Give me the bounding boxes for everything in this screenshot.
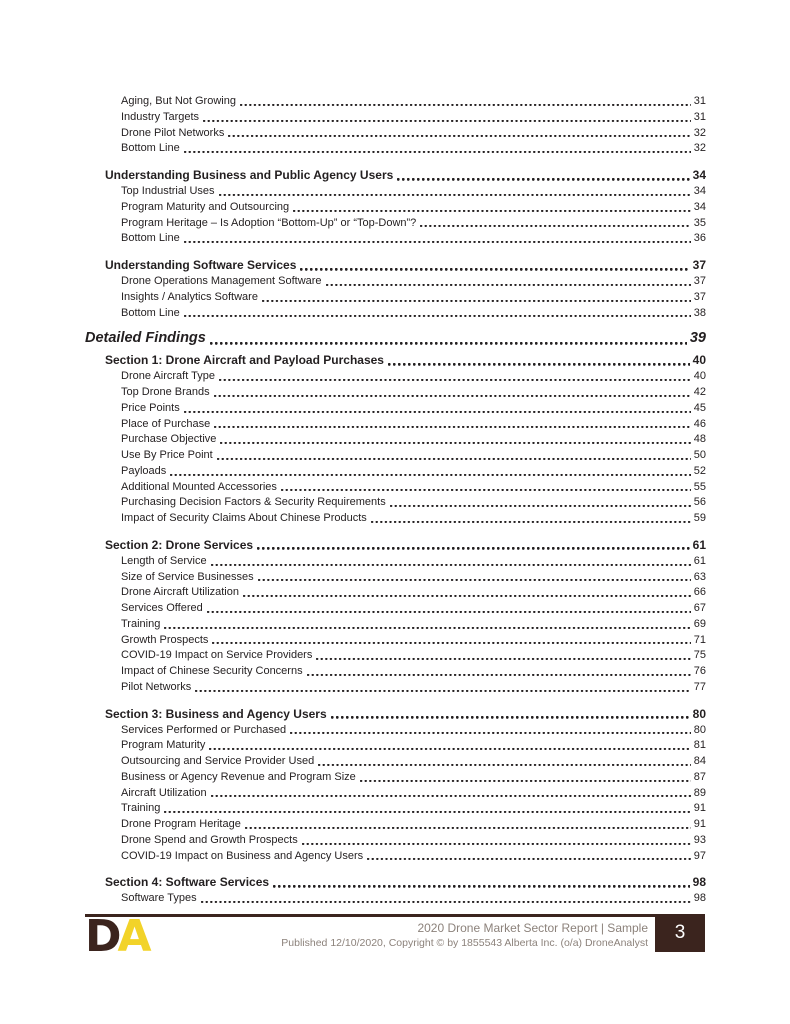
dot-leader [307,664,691,680]
toc-entry-page: 48 [693,433,706,446]
toc-entry-label: Section 4: Software Services [105,875,270,890]
toc-entry-label: Software Types [121,892,197,905]
toc-item-row [121,833,706,849]
toc-section-row [105,257,706,274]
dot-leader [210,328,687,349]
toc-item-row [121,786,706,802]
toc-entry-label: Insights / Analytics Software [121,290,258,303]
toc-entry-label: Program Maturity and Outsourcing [121,200,290,213]
toc-entry-page: 52 [693,464,706,477]
toc-entry-label: Aging, But Not Growing [121,95,236,107]
toc-entry-label: Bottom Line [121,232,180,245]
logo-letter-d: D [85,911,118,962]
toc-entry-page: 31 [693,95,706,107]
footer-rule [85,914,705,917]
toc-entry-label: Drone Pilot Networks [121,126,225,139]
toc-item-row [121,633,706,649]
toc-entry-label: Industry Targets [121,110,200,123]
toc-entry-page: 89 [693,786,706,799]
dot-leader [211,786,691,802]
toc-item-row [121,274,706,290]
toc-entry-label: Size of Service Businesses [121,570,254,583]
dot-leader [214,417,690,433]
dot-leader [240,94,691,110]
toc-entry-page: 61 [693,554,706,567]
toc-entry-label: Drone Spend and Growth Prospects [121,833,298,846]
toc-entry-page: 34 [693,185,706,197]
toc-entry-label: Bottom Line [121,306,180,319]
dot-leader [390,495,691,511]
toc-item-row [121,617,706,633]
toc-entry-label: Use By Price Point [121,449,213,461]
toc-entry-page: 34 [693,200,706,213]
toc-item-row [121,417,706,433]
toc-entry-label: Program Heritage – Is Adoption “Bottom-Up” or “Top-Down”? [121,216,417,229]
toc-entry-page: 40 [692,353,706,368]
dot-leader [293,200,691,216]
toc-entry-page: 71 [693,633,706,646]
toc-item-row [121,290,706,306]
toc-entry-page: 84 [693,755,706,767]
toc-entry-label: Purchase Objective [121,433,217,446]
toc-entry-label: Payloads [121,464,167,477]
toc-entry-label: Length of Service [121,554,207,567]
toc-item-row [121,231,706,247]
toc-entry-label: Additional Mounted Accessories [121,480,277,493]
toc-entry-label: Section 2: Drone Services [105,537,254,552]
dot-leader [318,754,691,770]
toc-entry-page: 36 [693,232,706,245]
toc-item-row [121,141,706,157]
toc-entry-page: 69 [693,617,706,630]
toc-entry-label: Outsourcing and Service Provider Used [121,755,315,767]
toc-entry-page: 67 [693,602,706,614]
toc-entry-page: 80 [692,706,706,721]
dot-leader [164,801,690,817]
toc-entry-page: 91 [693,802,706,815]
toc-item-row [121,849,706,865]
toc-entry-label: Drone Aircraft Type [121,370,215,383]
toc-item-row [121,648,706,664]
toc-entry-label: COVID-19 Impact on Business and Agency Users [121,849,364,862]
toc-entry-label: Top Drone Brands [121,386,210,398]
toc-entry-page: 66 [693,586,706,599]
toc-entry-page: 87 [693,770,706,783]
dot-leader [201,891,691,907]
toc-item-row [121,770,706,786]
toc-item-row [121,680,706,696]
toc-entry-page: 80 [693,723,706,736]
dot-leader [397,167,689,184]
dot-leader [326,274,691,290]
dot-leader [258,570,691,586]
toc-entry-label: Services Performed or Purchased [121,723,287,736]
dot-leader [257,537,690,554]
dot-leader [420,216,690,232]
page-number: 3 [674,922,686,943]
toc-item-row [121,401,706,417]
report-title: 2020 Drone Market Sector Report | Sample [417,921,648,935]
dot-leader [371,511,691,527]
toc-item-row [121,723,706,739]
toc-item-row [121,495,706,511]
toc-item-row [121,570,706,586]
dot-leader [219,369,691,385]
toc-entry-page: 37 [693,275,706,287]
toc-entry-page: 38 [693,306,706,319]
toc-item-row [121,432,706,448]
toc-item-row [121,601,706,617]
dot-leader [184,401,691,417]
toc-entry-label: Detailed Findings [85,330,206,347]
dot-leader [281,480,691,496]
toc-entry-page: 40 [693,370,706,383]
dot-leader [184,141,691,157]
toc-section-row [105,537,706,554]
toc-entry-page: 93 [693,833,706,846]
toc-part-row [85,328,706,349]
toc-item-row [121,817,706,833]
toc-entry-page: 98 [693,892,706,905]
dot-leader [273,874,690,891]
dot-leader [184,231,691,247]
toc-entry-label: Price Points [121,401,180,414]
page-number-badge [655,914,705,952]
toc-entry-label: COVID-19 Impact on Service Providers [121,649,313,662]
toc-entry-page: 97 [693,849,706,862]
dot-leader [245,817,691,833]
dot-leader [302,833,691,849]
toc-item-row [121,891,706,907]
toc-entry-page: 98 [692,875,706,890]
toc-entry-page: 76 [693,665,706,677]
dot-leader [262,290,691,306]
toc-entry-page: 56 [693,496,706,509]
toc-entry-label: Drone Operations Management Software [121,275,322,287]
toc-item-row [121,110,706,126]
toc-entry-label: Top Industrial Uses [121,185,215,197]
toc-entry-label: Purchasing Decision Factors & Security Requirements [121,496,386,509]
toc-section-row [105,167,706,184]
toc-entry-page: 77 [693,680,706,693]
toc-entry-label: Place of Purchase [121,417,211,430]
dot-leader [388,352,690,369]
footer-text [281,920,648,950]
toc-entry-page: 42 [693,386,706,398]
toc-entry-page: 61 [692,537,706,552]
droneanalyst-logo [85,911,148,962]
dot-leader [220,432,690,448]
toc-entry-page: 91 [693,818,706,830]
toc-entry-page: 35 [693,216,706,229]
toc-entry-page: 63 [693,570,706,583]
dot-leader [184,306,691,322]
dot-leader [228,126,690,142]
dot-leader [243,585,691,601]
toc-entry-page: 39 [689,330,706,347]
dot-leader [212,633,690,649]
toc-item-row [121,126,706,142]
toc-entry-page: 34 [692,168,706,182]
toc-section-row [105,352,706,369]
toc-entry-page: 59 [693,512,706,524]
toc-entry-label: Drone Aircraft Utilization [121,586,239,599]
toc-entry-label: Drone Program Heritage [121,818,241,830]
toc-entry-page: 50 [693,449,706,461]
dot-leader [195,680,690,696]
toc-entry-page: 37 [692,258,706,272]
toc-section-row [105,706,706,723]
dot-leader [214,385,691,401]
toc-item-row [121,385,706,401]
toc-entry-page: 37 [693,290,706,303]
dot-leader [367,849,691,865]
toc-entry-label: Bottom Line [121,142,180,155]
toc-entry-label: Impact of Security Claims About Chinese Products [121,512,367,524]
toc-entry-page: 31 [693,110,706,123]
dot-leader [219,184,691,200]
toc-entry-label: Section 1: Drone Aircraft and Payload Purchases [105,353,384,368]
toc-entry-label: Section 3: Business and Agency Users [105,706,327,721]
toc-entry-label: Understanding Business and Public Agency Users [105,168,394,182]
toc-item-row [121,738,706,754]
toc-item-row [121,94,706,110]
toc-entry-label: Impact of Chinese Security Concerns [121,665,303,677]
toc-entry-label: Understanding Software Services [105,258,297,272]
dot-leader [331,706,690,723]
toc-entry-page: 45 [693,401,706,414]
dot-leader [316,648,690,664]
toc-entry-label: Pilot Networks [121,680,192,693]
dot-leader [300,257,689,274]
toc-entry-page: 81 [693,739,706,752]
dot-leader [290,723,691,739]
toc-entry-page: 32 [693,126,706,139]
dot-leader [211,554,691,570]
toc-item-row [121,585,706,601]
toc-item-row [121,216,706,232]
toc-item-row [121,511,706,527]
publish-copyright-line: Published 12/10/2020, Copyright © by 1855543 Alberta Inc. (o/a) DroneAnalyst [281,937,648,949]
toc-entry-page: 32 [693,142,706,155]
toc-item-row [121,754,706,770]
dot-leader [203,110,691,126]
toc-item-row [121,480,706,496]
toc-entry-label: Growth Prospects [121,633,209,646]
toc-entry-page: 46 [693,417,706,430]
toc-item-row [121,464,706,480]
toc-entry-label: Training [121,617,161,630]
dot-leader [170,464,690,480]
toc-item-row [121,801,706,817]
toc-entry-label: Aircraft Utilization [121,786,207,799]
toc-item-row [121,184,706,200]
toc-section-row [105,874,706,891]
toc-entry-label: Business or Agency Revenue and Program Size [121,770,356,783]
dot-leader [360,770,691,786]
toc-entry-page: 75 [693,649,706,662]
dot-leader [207,601,691,617]
dot-leader [209,738,690,754]
toc-entry-page: 55 [693,480,706,493]
toc-entry-label: Services Offered [121,602,203,614]
toc-entry-label: Training [121,802,161,815]
toc-item-row [121,448,706,464]
logo-letter-a: A [117,911,148,962]
dot-leader [164,617,690,633]
toc-entry-label: Program Maturity [121,739,206,752]
toc-item-row [121,200,706,216]
toc-item-row [121,664,706,680]
toc-item-row [121,369,706,385]
dot-leader [217,448,691,464]
toc-item-row [121,306,706,322]
toc-item-row [121,554,706,570]
